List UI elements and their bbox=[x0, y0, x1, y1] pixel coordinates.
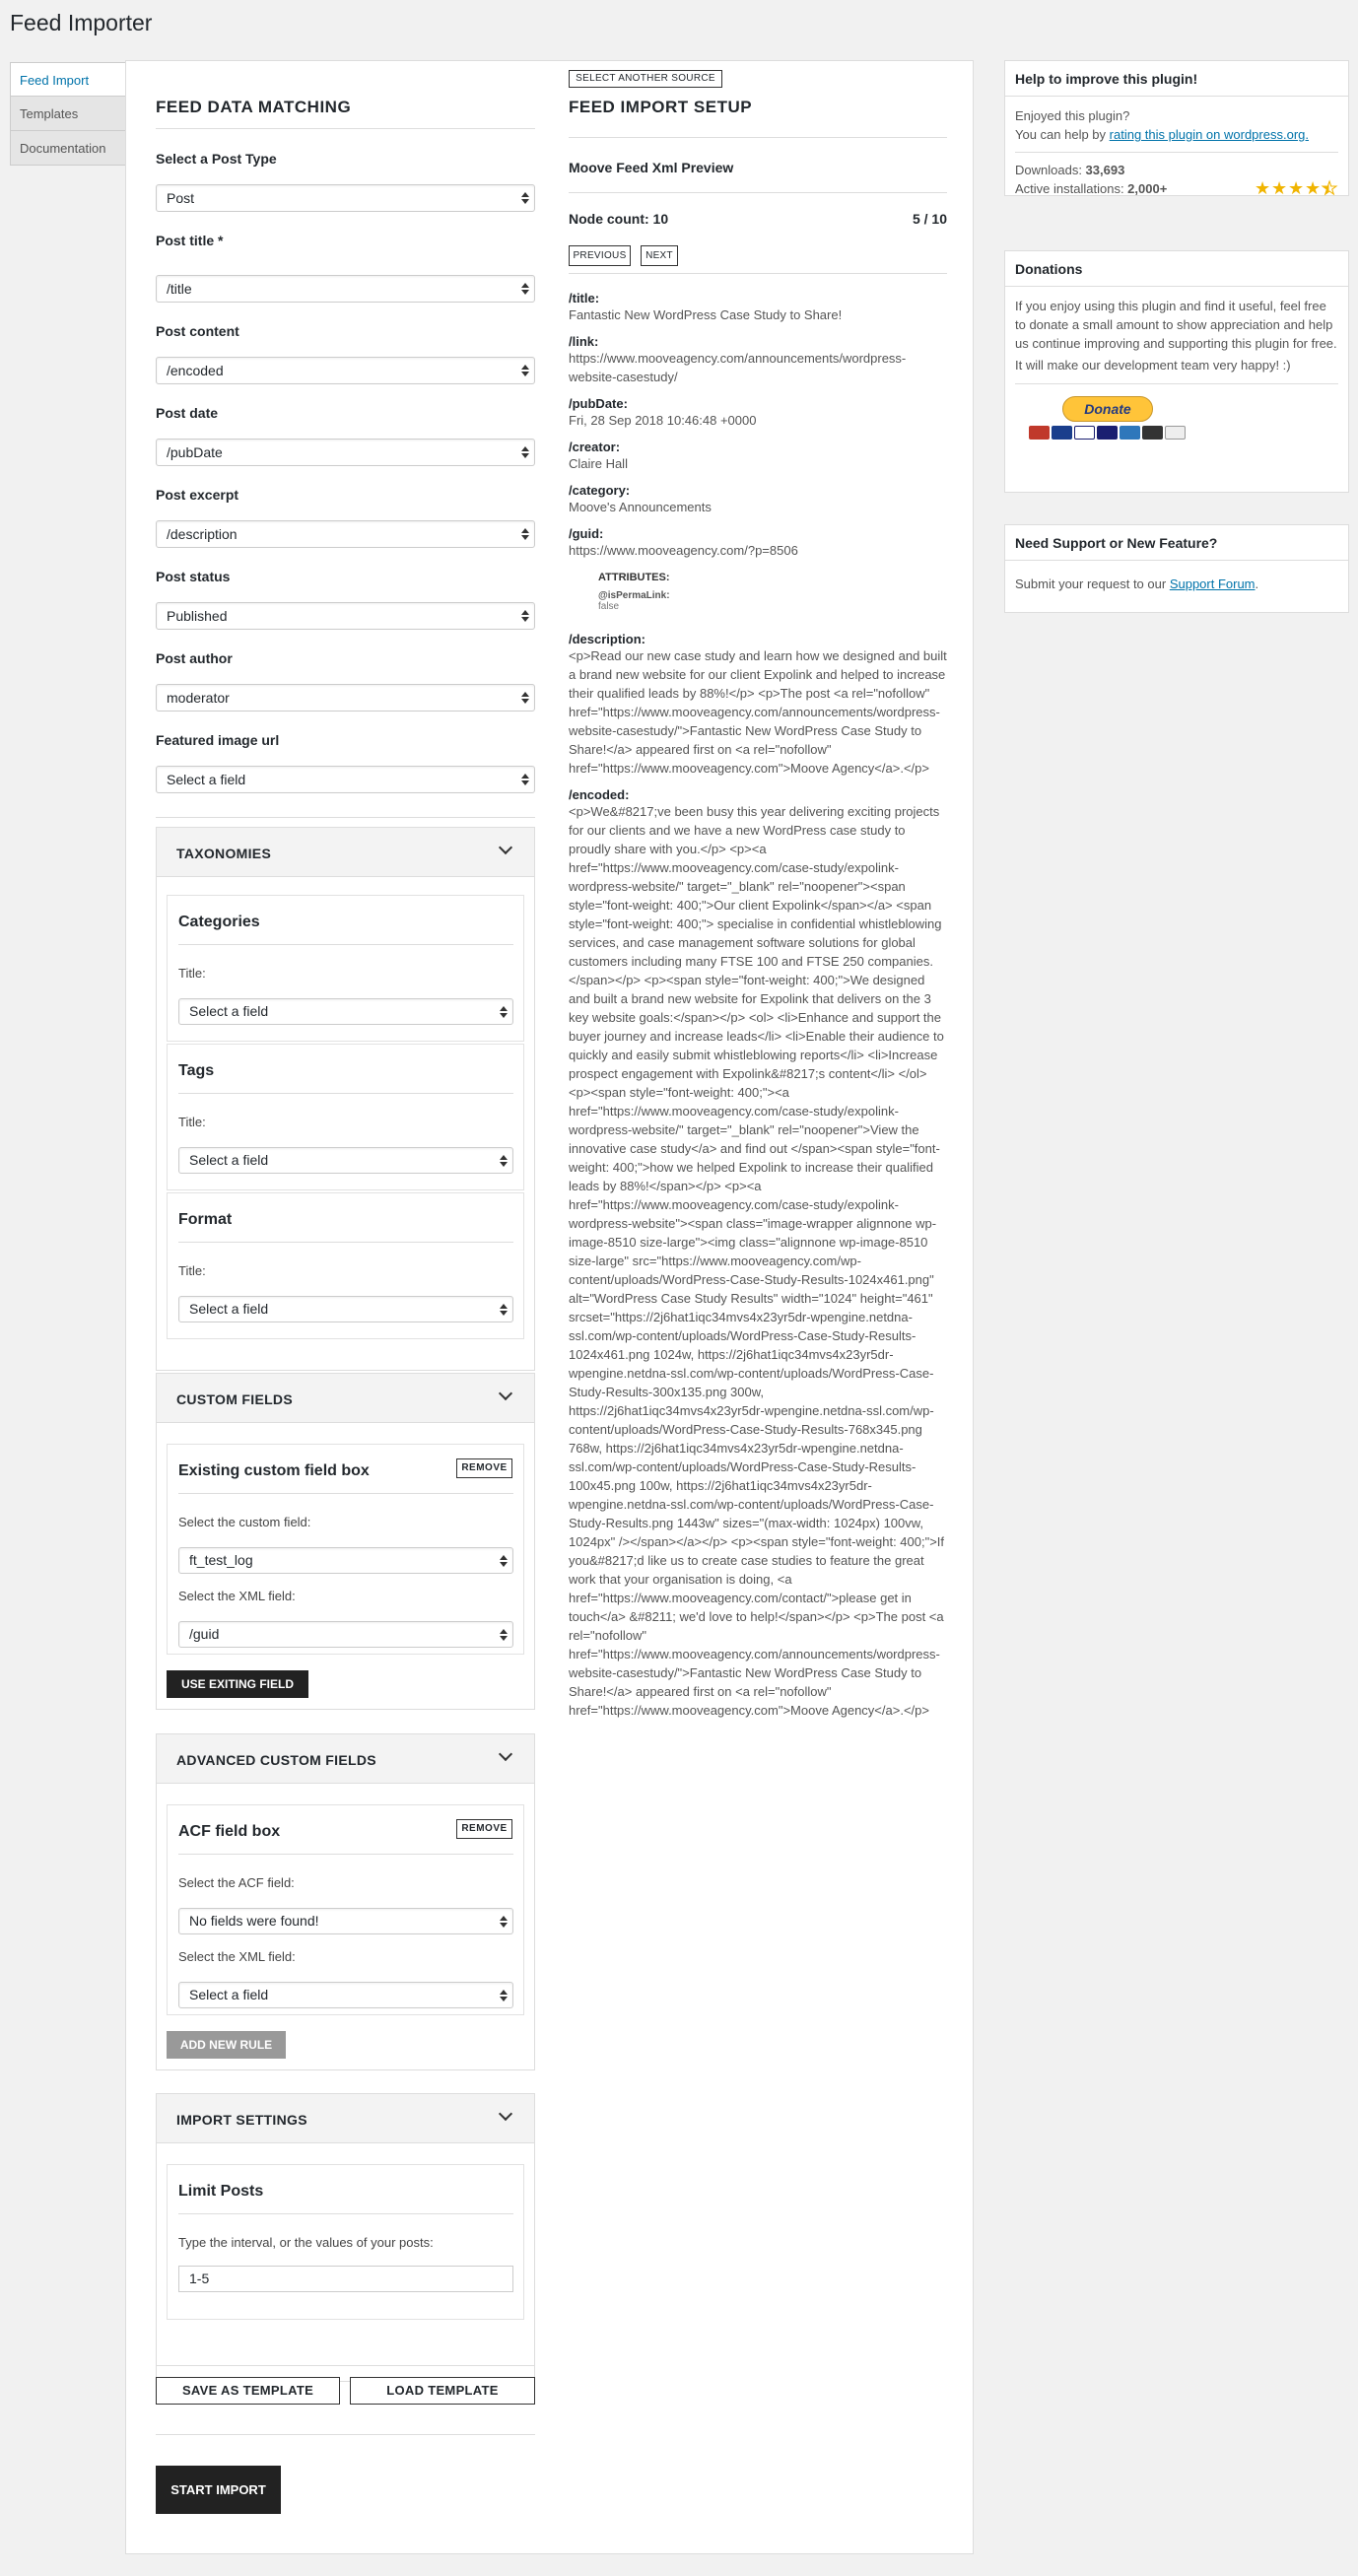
tags-select[interactable] bbox=[178, 1147, 513, 1174]
divider bbox=[178, 1093, 513, 1094]
node-value: https://www.mooveagency.com/announcements/wordpress-website-casestudy/ bbox=[569, 351, 907, 384]
help-line: Enjoyed this plugin? bbox=[1015, 108, 1130, 123]
custom-fields-title: CUSTOM FIELDS bbox=[176, 1391, 293, 1407]
divider bbox=[569, 192, 947, 193]
acf-xml-field-select[interactable] bbox=[178, 1982, 513, 2008]
donations-title: Donations bbox=[1005, 251, 1348, 287]
custom-field-label: Select the custom field: bbox=[178, 1515, 311, 1529]
donations-text-2: It will make our development team very happy! :) bbox=[1015, 358, 1291, 373]
acf-field-select[interactable] bbox=[178, 1908, 513, 1934]
select-arrows-icon bbox=[521, 772, 529, 787]
format-box bbox=[167, 1192, 524, 1339]
select-arrows-icon bbox=[521, 690, 529, 706]
load-template-button[interactable]: LOAD TEMPLATE bbox=[350, 2377, 535, 2405]
post-content-select[interactable] bbox=[156, 357, 535, 384]
help-rating-line bbox=[1015, 125, 1338, 144]
next-button[interactable]: NEXT bbox=[641, 245, 678, 266]
post-excerpt-select[interactable] bbox=[156, 520, 535, 548]
featured-image-label: Featured image url bbox=[156, 732, 280, 748]
select-arrows-icon bbox=[500, 1153, 508, 1169]
node-value: https://www.mooveagency.com/?p=8506 bbox=[569, 543, 798, 558]
node-key: /pubDate: bbox=[569, 396, 628, 411]
donate-button[interactable]: Donate bbox=[1062, 396, 1153, 422]
node-key: /title: bbox=[569, 291, 600, 305]
categories-box bbox=[167, 895, 524, 1042]
node-value: <p>Read our new case study and learn how we designed and built a brand new website for our client Expolink and helped to increase their qualified leads by 88%!</p> <p>The post <a rel="nofollow" href="https://www.mooveagency.com/announcements/wordpress-website-casestudy/">Fantastic New WordPress Case Study to Share!</a> appeared first on <a rel="nofollow" href="https://www.mooveagency.com">Moove Agency</a>.</p> bbox=[569, 648, 947, 776]
divider bbox=[156, 128, 535, 129]
post-author-select[interactable] bbox=[156, 684, 535, 712]
acf-field-label: Select the ACF field: bbox=[178, 1875, 295, 1890]
node-value: Fantastic New WordPress Case Study to Share! bbox=[569, 307, 843, 322]
featured-image-value: Select a field bbox=[167, 772, 246, 787]
select-arrows-icon bbox=[521, 444, 529, 460]
xml-node bbox=[569, 440, 947, 473]
xml-node bbox=[569, 334, 947, 386]
xml-field-label: Select the XML field: bbox=[178, 1589, 296, 1603]
support-body bbox=[1005, 561, 1348, 603]
payment-cards bbox=[1029, 426, 1338, 440]
post-type-select[interactable] bbox=[156, 184, 535, 212]
star-half-icon: ★ bbox=[1322, 178, 1338, 198]
attributes-block bbox=[598, 572, 947, 612]
divider bbox=[178, 1854, 513, 1855]
select-arrows-icon bbox=[521, 363, 529, 378]
attribute-value: false bbox=[598, 601, 620, 612]
limit-posts-description: Type the interval, or the values of your posts: bbox=[178, 2235, 434, 2250]
save-as-template-button[interactable]: SAVE AS TEMPLATE bbox=[156, 2377, 340, 2405]
node-value: <p>We&#8217;ve been busy this year delivering exciting projects for our clients and we have a new WordPress case study to proudly share with you.</p> <p><a href="https://www.mooveagency.com/case-study/expolink-wordpress-website/" target="_blank" rel="noopener"><span style="font-weight: 400;">Our client Expolink</span></a> <span style="font-weight: 400;"> specialise in confidential whistleblowing services, and case management software solutions for global customers including many FTSE 100 and FTSE 250 companies.</span></p> <p><span style="font-weight: 400;">We designed and built a brand new website for Expolink that delivers on the 3 key website goals:</span></p> <ol> <li>Enhance and support the buyer journey and increase leads</li> <li>Enable their audience to quickly and easily submit whistleblowing reports</li> <li>Increase prospect engagement with Expolink&#8217;s content</li> </ol> <p><span style="font-weight: 400;"><a href="https://www.mooveagency.com/case-study/expolink-wordpress-website/" target="_blank" rel="noopener">View the innovative case study</a> and find out </span><span style="font-weight: 400;">how we helped Expolink to increase their qualified leads by 88%!</span></p> <p><a href="https://www.mooveagency.com/case-study/expolink-wordpress-website"><span class="image-wrapper alignnone wp-image-8510 size-large"><img class="alignnone wp-image-8510 size-large" src="https://www.mooveagency.com/wp-content/uploads/WordPress-Case-Study-Results-1024x461.png" alt="WordPress Case Study Results" width="1024" height="461" srcset="https://2j6hat1iqc34mvs4x23yr5dr-wpengine.netdna-ssl.com/wp-content/uploads/WordPress-Case-Study-Results-1024x461.png 1024w, https://2j6hat1iqc34mvs4x23yr5dr-wpengine.netdna-ssl.com/wp-content/uploads/WordPress-Case-Study-Results-300x135.png 300w, https://2j6hat1iqc34mvs4x23yr5dr-wpengine.netdna-ssl.com/wp-content/uploads/WordPress-Case-Study-Results-768x345.png 768w, https://2j6hat1iqc34mvs4x23yr5dr-wpengine.netdna-ssl.com/wp-content/uploads/WordPress-Case-Study-Results-100x45.png 100w, https://2j6hat1iqc34mvs4x23yr5dr-wpengine.netdna-ssl.com/wp-content/uploads/WordPress-Case-Study-Results.png 1443w" sizes="(max-width: 1024px) 100vw, 1024px" /></span></a></p> <p><span style="font-weight: 400;">If you&#8217;d like us to create case studies to feature the great work that your organisation is doing, <a href="https://www.mooveagency.com/contact/">please get in touch</a> &#8211; we'd love to help!</span></p> <p>The post <a rel="nofollow" href="https://www.mooveagency.com/announcements/wordpress-website-casestudy/">Fantastic New WordPress Case Study to Share!</a> appeared first on <a rel="nofollow" href="https://www.mooveagency.com">Moove Agency</a>.</p> bbox=[569, 804, 945, 1718]
tab-templates[interactable]: Templates bbox=[10, 97, 126, 131]
help-widget bbox=[1004, 60, 1349, 196]
import-settings-header[interactable] bbox=[157, 2094, 534, 2143]
divider bbox=[178, 1493, 513, 1494]
acf-xml-field-label: Select the XML field: bbox=[178, 1949, 296, 1964]
xml-node bbox=[569, 396, 947, 430]
format-title: Format bbox=[178, 1211, 233, 1228]
page-counter: 5 / 10 bbox=[912, 211, 947, 227]
installs bbox=[1015, 179, 1338, 198]
select-arrows-icon bbox=[500, 1988, 508, 2003]
post-title-label: Post title * bbox=[156, 233, 224, 248]
divider bbox=[569, 273, 947, 274]
existing-custom-field-box bbox=[167, 1444, 524, 1655]
divider bbox=[178, 2213, 513, 2214]
post-content-label: Post content bbox=[156, 323, 239, 339]
support-text: Submit your request to our bbox=[1015, 576, 1170, 591]
acf-panel bbox=[156, 1733, 535, 2070]
add-new-rule-button[interactable]: ADD NEW RULE bbox=[167, 2031, 286, 2059]
xml-node bbox=[569, 526, 947, 612]
node-value: Fri, 28 Sep 2018 10:46:48 +0000 bbox=[569, 413, 757, 428]
maestro-icon bbox=[1052, 426, 1072, 440]
select-arrows-icon bbox=[521, 608, 529, 624]
tags-title: Tags bbox=[178, 1062, 215, 1079]
post-status-value: Published bbox=[167, 608, 228, 624]
select-arrows-icon bbox=[500, 1914, 508, 1930]
divider bbox=[178, 944, 513, 945]
select-arrows-icon bbox=[521, 526, 529, 542]
star-icon: ★ bbox=[1288, 178, 1305, 198]
post-date-select[interactable] bbox=[156, 439, 535, 466]
custom-fields-header[interactable] bbox=[157, 1374, 534, 1423]
support-suffix: . bbox=[1255, 576, 1259, 591]
xml-node bbox=[569, 291, 947, 324]
chevron-down-icon[interactable] bbox=[499, 2109, 512, 2123]
preview-title: Moove Feed Xml Preview bbox=[569, 160, 734, 175]
attributes-title: ATTRIBUTES: bbox=[598, 572, 670, 583]
format-sub-label: Title: bbox=[178, 1263, 206, 1278]
post-status-select[interactable] bbox=[156, 602, 535, 630]
format-select[interactable] bbox=[178, 1296, 513, 1322]
custom-field-value: ft_test_log bbox=[189, 1552, 253, 1568]
select-arrows-icon bbox=[521, 281, 529, 297]
acf-title: ADVANCED CUSTOM FIELDS bbox=[176, 1752, 376, 1768]
divider bbox=[1015, 383, 1338, 384]
divider bbox=[178, 1242, 513, 1243]
node-key: /category: bbox=[569, 483, 631, 498]
tab-feed-import[interactable]: Feed Import bbox=[10, 62, 126, 97]
acf-box-title: ACF field box bbox=[178, 1823, 281, 1840]
remove-button[interactable]: REMOVE bbox=[456, 1458, 512, 1478]
select-arrows-icon bbox=[521, 190, 529, 206]
node-key: /guid: bbox=[569, 526, 604, 541]
limit-posts-value: 1-5 bbox=[189, 2271, 210, 2286]
import-settings-title: IMPORT SETTINGS bbox=[176, 2112, 307, 2128]
post-type-label: Select a Post Type bbox=[156, 151, 277, 167]
limit-posts-title: Limit Posts bbox=[178, 2183, 264, 2200]
main-panel bbox=[125, 60, 974, 2554]
categories-value: Select a field bbox=[189, 1003, 269, 1019]
node-value: Moove's Announcements bbox=[569, 500, 712, 514]
donations-body bbox=[1005, 287, 1348, 449]
taxonomies-title: TAXONOMIES bbox=[176, 846, 272, 861]
select-arrows-icon bbox=[500, 1627, 508, 1643]
star-icon: ★ bbox=[1305, 178, 1322, 198]
post-title-value: /title bbox=[167, 281, 192, 297]
post-content-value: /encoded bbox=[167, 363, 224, 378]
tab-documentation[interactable]: Documentation bbox=[10, 131, 126, 166]
matching-title: FEED DATA MATCHING bbox=[156, 98, 352, 116]
remove-button[interactable]: REMOVE bbox=[456, 1819, 512, 1839]
attribute-key: @isPermaLink: bbox=[598, 590, 670, 601]
acf-field-value: No fields were found! bbox=[189, 1913, 319, 1929]
custom-field-select[interactable] bbox=[178, 1547, 513, 1574]
post-date-label: Post date bbox=[156, 405, 219, 421]
format-value: Select a field bbox=[189, 1301, 269, 1317]
node-value: Claire Hall bbox=[569, 456, 628, 471]
post-author-label: Post author bbox=[156, 650, 233, 666]
donations-widget bbox=[1004, 250, 1349, 493]
node-key: /description: bbox=[569, 632, 646, 646]
node-key: /creator: bbox=[569, 440, 621, 454]
use-existing-field-button[interactable]: USE EXITING FIELD bbox=[167, 1670, 308, 1698]
discover-icon bbox=[1142, 426, 1163, 440]
post-excerpt-value: /description bbox=[167, 526, 238, 542]
visa-icon bbox=[1074, 426, 1095, 440]
tags-value: Select a field bbox=[189, 1152, 269, 1168]
node-key: /encoded: bbox=[569, 787, 630, 802]
featured-image-select[interactable] bbox=[156, 766, 535, 793]
support-widget bbox=[1004, 524, 1349, 613]
categories-select[interactable] bbox=[178, 998, 513, 1025]
downloads bbox=[1015, 161, 1338, 179]
select-arrows-icon bbox=[500, 1553, 508, 1569]
post-title-select[interactable] bbox=[156, 275, 535, 303]
limit-posts-input[interactable] bbox=[178, 2266, 513, 2292]
divider bbox=[156, 2365, 535, 2366]
downloads-label: Downloads: bbox=[1015, 163, 1086, 177]
support-title: Need Support or New Feature? bbox=[1005, 525, 1348, 561]
xml-node-description bbox=[569, 632, 947, 778]
support-forum-link[interactable]: Support Forum bbox=[1169, 576, 1256, 591]
divider bbox=[156, 817, 535, 818]
rating-link[interactable]: rating this plugin on wordpress.org. bbox=[1109, 127, 1309, 142]
mastercard-icon bbox=[1029, 426, 1050, 440]
taxonomies-header[interactable] bbox=[157, 828, 534, 877]
direct-debit-icon bbox=[1165, 426, 1186, 440]
visa-electron-icon bbox=[1097, 426, 1118, 440]
categories-sub-label: Title: bbox=[178, 966, 206, 981]
donations-text: If you enjoy using this plugin and find it useful, feel free to donate a small amount to show appreciation and help us continue improving and supporting this plugin for free. bbox=[1015, 299, 1337, 351]
tags-sub-label: Title: bbox=[178, 1115, 206, 1129]
xml-node-encoded bbox=[569, 787, 947, 1720]
acf-header[interactable] bbox=[157, 1734, 534, 1784]
post-type-value: Post bbox=[167, 190, 195, 206]
acf-xml-field-value: Select a field bbox=[189, 1987, 269, 2002]
chevron-down-icon[interactable] bbox=[499, 843, 512, 856]
start-import-button[interactable]: START IMPORT bbox=[156, 2466, 281, 2514]
xml-node bbox=[569, 483, 947, 516]
help-prefix: You can help by bbox=[1015, 127, 1110, 142]
xml-field-select[interactable] bbox=[178, 1621, 513, 1648]
installs-value: 2,000+ bbox=[1127, 181, 1168, 196]
post-date-value: /pubDate bbox=[167, 444, 223, 460]
installs-label: Active installations: bbox=[1015, 181, 1128, 196]
star-rating bbox=[1255, 180, 1338, 199]
divider bbox=[156, 2434, 535, 2435]
custom-fields-panel bbox=[156, 1373, 535, 1710]
post-author-value: moderator bbox=[167, 690, 230, 706]
limit-posts-box bbox=[167, 2164, 524, 2320]
divider bbox=[569, 137, 947, 138]
star-icon: ★ bbox=[1255, 178, 1271, 198]
post-excerpt-label: Post excerpt bbox=[156, 487, 239, 503]
help-body bbox=[1005, 97, 1348, 208]
chevron-down-icon[interactable] bbox=[499, 1389, 512, 1402]
select-arrows-icon bbox=[500, 1004, 508, 1020]
post-status-label: Post status bbox=[156, 569, 231, 584]
select-arrows-icon bbox=[500, 1302, 508, 1318]
tags-box bbox=[167, 1044, 524, 1190]
taxonomies-panel bbox=[156, 827, 535, 1371]
categories-title: Categories bbox=[178, 914, 260, 930]
acf-field-box bbox=[167, 1804, 524, 2015]
node-key: /link: bbox=[569, 334, 599, 349]
import-settings-panel bbox=[156, 2093, 535, 2382]
xml-node-list bbox=[569, 291, 947, 1720]
divider bbox=[1015, 152, 1338, 153]
previous-button[interactable]: PREVIOUS bbox=[569, 245, 631, 266]
node-count: Node count: 10 bbox=[569, 211, 669, 227]
help-title: Help to improve this plugin! bbox=[1005, 61, 1348, 97]
chevron-down-icon[interactable] bbox=[499, 1749, 512, 1763]
page-title: Feed Importer bbox=[10, 10, 153, 35]
xml-field-value: /guid bbox=[189, 1626, 220, 1642]
custom-field-box-title: Existing custom field box bbox=[178, 1462, 370, 1479]
downloads-value: 33,693 bbox=[1085, 163, 1125, 177]
star-icon: ★ bbox=[1271, 178, 1288, 198]
select-another-source-button[interactable]: SELECT ANOTHER SOURCE bbox=[569, 70, 722, 88]
tab-list bbox=[10, 62, 126, 166]
setup-title: FEED IMPORT SETUP bbox=[569, 98, 753, 116]
amex-icon bbox=[1120, 426, 1140, 440]
